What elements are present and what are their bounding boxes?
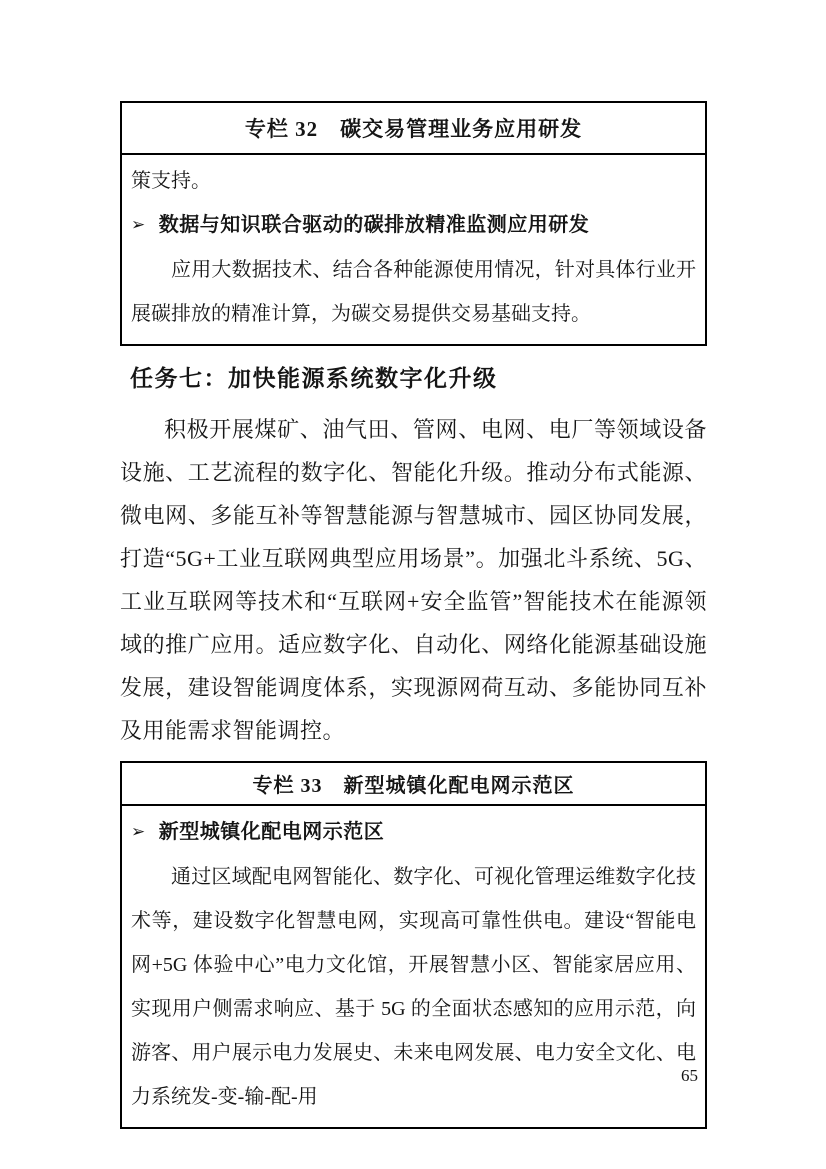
arrowhead-bullet-icon: ➢: [131, 215, 146, 234]
box-32-paragraph: 应用大数据技术、结合各种能源使用情况，针对具体行业开展碳排放的精准计算，为碳交易提供交易基础支持。: [131, 259, 696, 325]
arrowhead-bullet-icon: ➢: [131, 822, 146, 841]
task-7-paragraph: 积极开展煤矿、油气田、管网、电网、电厂等领域设备设施、工艺流程的数字化、智能化升级。推动分布式能源、微电网、多能互补等智慧能源与智慧城市、园区协同发展，打造“5G+工业互联网典型应用场景”。加强北斗系统、5G、工业互联网等技术和“互联网+安全监管”智能技术在能源领域的推广应用。适应数字化、自动化、网络化能源基础设施发展，建设智能调度体系，实现源网荷互动、多能协同互补及用能需求智能调控。: [120, 417, 707, 743]
box-33-body: [122, 806, 705, 1127]
task-7-heading: 任务七：加快能源系统数字化升级: [130, 366, 498, 391]
callout-box-33: [120, 761, 707, 1129]
box-33-title: 专栏 33 新型城镇化配电网示范区: [122, 763, 705, 806]
box-33-paragraph: 通过区域配电网智能化、数字化、可视化管理运维数字化技术等，建设数字化智慧电网，实现高可靠性供电。建设“智能电网+5G 体验中心”电力文化馆，开展智慧小区、智能家居应用、实现用户侧需求响应、基于 5G 的全面状态感知的应用示范，向游客、用户展示电力发展史、未来电网发展、电力安全文化、电力系统发-变-输-配-用: [131, 866, 696, 1108]
box-33-bullet-label: 新型城镇化配电网示范区: [158, 821, 385, 843]
box-32-title: 专栏 32 碳交易管理业务应用研发: [122, 103, 705, 155]
box-32-continuation-text: 策支持。: [131, 170, 211, 192]
page-number: 65: [681, 1066, 698, 1085]
box-32-body: [122, 155, 705, 344]
box-33-bullet-item: [131, 810, 696, 855]
box-32-bullet-item: [131, 203, 696, 248]
box-32-bullet-label: 数据与知识联合驱动的碳排放精准监测应用研发: [158, 214, 590, 236]
callout-box-32: [120, 101, 707, 346]
